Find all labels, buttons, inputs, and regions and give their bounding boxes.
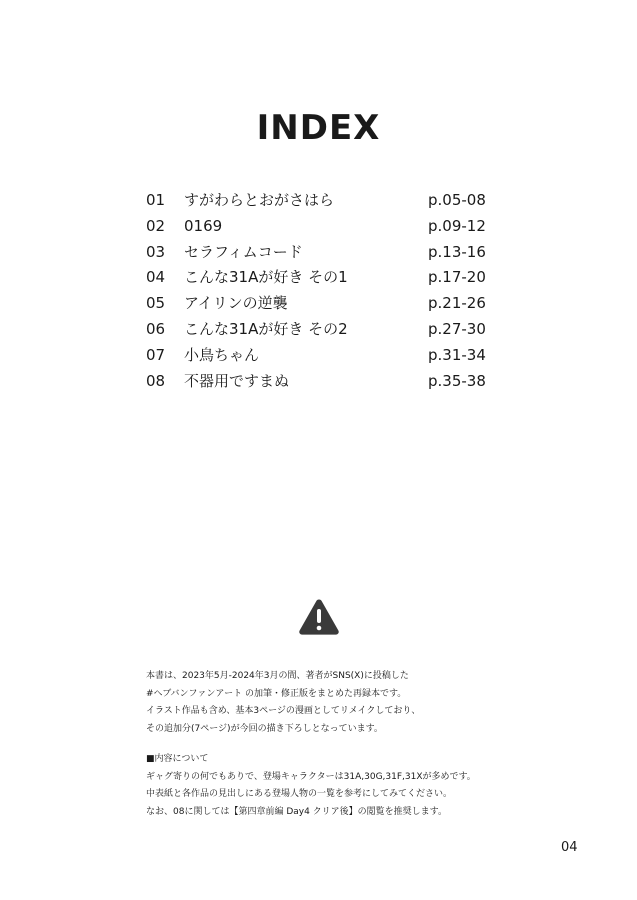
note-line: イラスト作品も含め、基本3ページの漫画としてリメイクしており、: [146, 706, 421, 716]
note-line: その追加分(7ページ)が今回の描き下ろしとなっています。: [146, 723, 383, 734]
note-line: #ヘブバンファンアート の加筆・修正版をまとめた再録本です。: [146, 688, 407, 699]
toc-row: [146, 343, 506, 369]
toc-pages: p.31-34: [428, 345, 486, 364]
toc-row: [146, 265, 506, 291]
toc-pages: p.09-12: [428, 216, 486, 235]
toc-number: 04: [146, 268, 166, 287]
toc-number: 05: [146, 294, 166, 313]
note-line: なお、08に関しては【第四章前編 Day4 クリア後】の閲覧を推奨します。: [146, 806, 447, 817]
toc-row: [146, 214, 506, 240]
toc-number: 08: [146, 371, 166, 390]
toc-row: [146, 240, 506, 266]
toc-row: [146, 369, 506, 395]
toc-title: すがわらとおがさはら: [184, 191, 335, 209]
toc-title: 小鳥ちゃん: [184, 345, 260, 364]
toc-title: 不器用ですまぬ: [184, 371, 290, 390]
page-title: INDEX: [256, 108, 381, 148]
warning-triangle-icon: [298, 598, 340, 636]
toc-number: 07: [146, 345, 166, 364]
note-line: 本書は、2023年5月-2024年3月の間、著者がSNS(X)に投稿した: [146, 671, 409, 681]
toc-pages: p.21-26: [428, 294, 486, 313]
note-line: ギャグ寄りの何でもありで、登場キャラクターは31A,30G,31F,31Xが多めです。: [146, 771, 476, 782]
toc-row: [146, 317, 506, 343]
toc-number: 02: [146, 216, 166, 235]
toc-number: 01: [146, 191, 166, 209]
toc-row: [146, 188, 506, 214]
toc-number: 06: [146, 319, 166, 338]
toc-pages: p.05-08: [428, 191, 486, 209]
toc-title: セラフィムコード: [184, 242, 303, 261]
toc-title: アイリンの逆襲: [184, 294, 288, 313]
toc-number: 03: [146, 242, 166, 261]
toc-pages: p.27-30: [428, 319, 486, 338]
page-number: 04: [561, 840, 578, 855]
toc-title: こんな31Aが好き その1: [184, 268, 348, 287]
toc-title: 0169: [184, 216, 223, 235]
note-heading: ■内容について: [146, 754, 209, 764]
toc-pages: p.17-20: [428, 268, 486, 287]
toc-pages: p.35-38: [428, 371, 486, 390]
toc-title: こんな31Aが好き その2: [184, 319, 348, 338]
toc-row: [146, 291, 506, 317]
notes-section: [146, 668, 546, 821]
note-line: 中表紙と各作品の見出しにある登場人物の一覧を参考にしてみてください。: [146, 789, 453, 799]
table-of-contents: [146, 188, 506, 394]
toc-pages: p.13-16: [428, 242, 486, 261]
